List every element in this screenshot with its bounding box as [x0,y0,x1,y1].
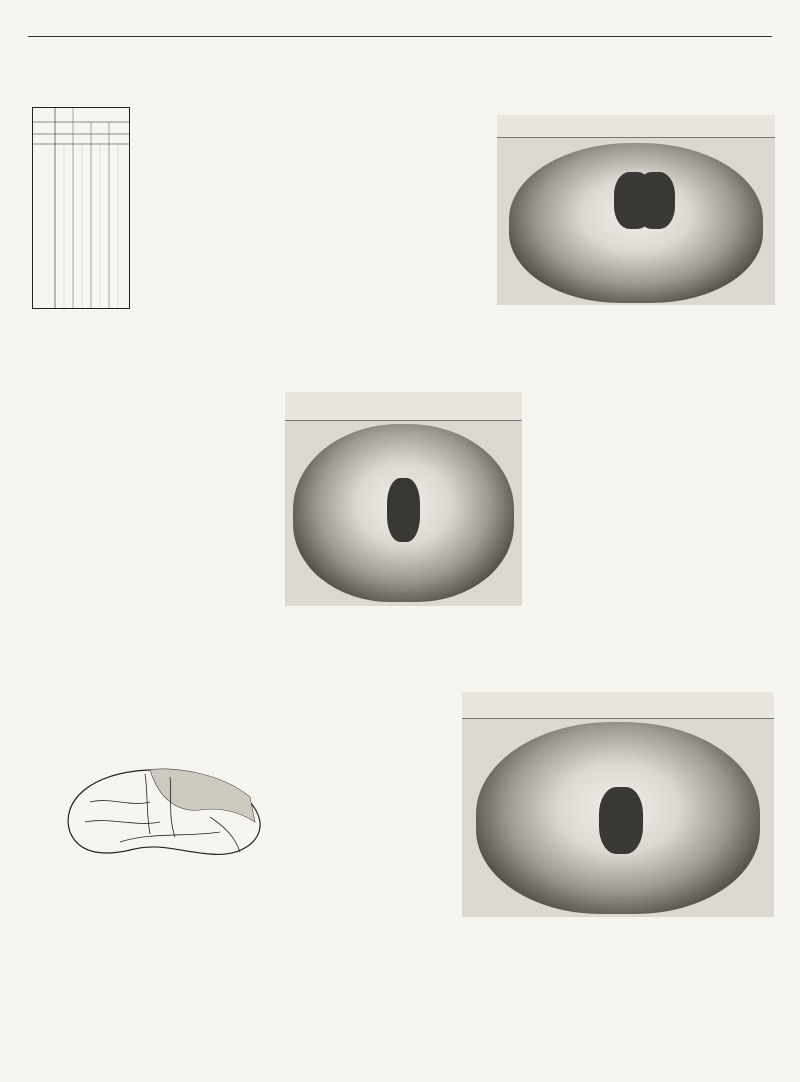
ruler [285,392,522,421]
figure-coupe-iv [285,392,522,606]
figure-coupe-v [497,115,775,305]
ruler [462,692,774,719]
header-rule [28,36,772,37]
column-1 [30,58,275,272]
ruler [497,115,775,138]
ventricle [387,478,420,542]
figure-1-brain-sketch [50,762,270,862]
ventricle [599,787,643,855]
page-header [28,14,772,34]
ventricle [636,172,675,229]
figure-coupe-vi [462,692,774,917]
chart-float-space [30,58,140,268]
